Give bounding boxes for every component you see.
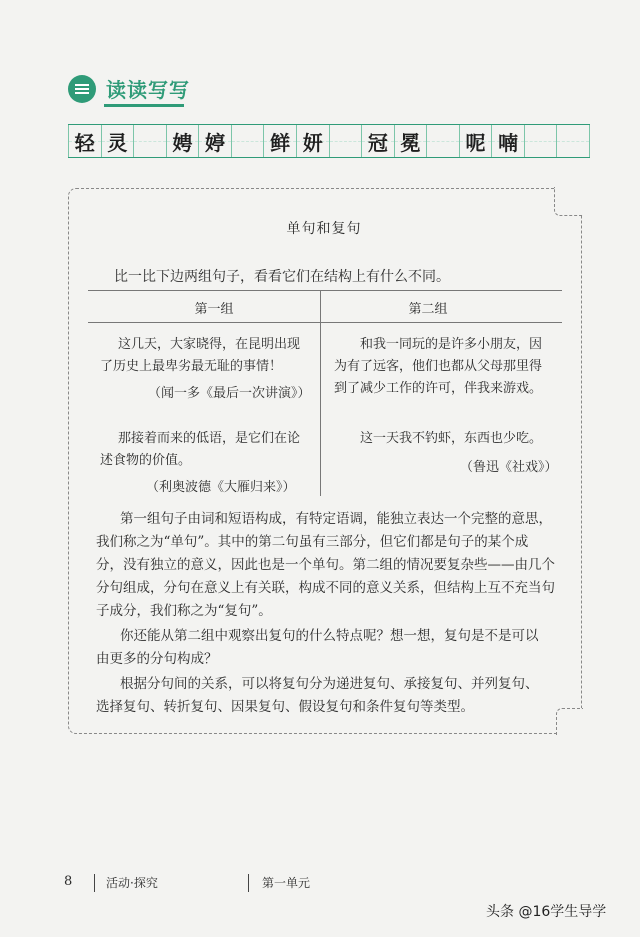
grid-cell (524, 125, 557, 157)
watermark: 头条 @16学生导学 (486, 904, 607, 920)
grid-cell: 鲜 (263, 125, 296, 157)
grid-cell: 妍 (296, 125, 329, 157)
section-number-icon (68, 75, 96, 103)
explanation-paragraph-2: 你还能从第二组中观察出复句的什么特点呢？想一想，复句是不是可以 由更多的分句构成？ (96, 628, 539, 667)
grid-cell: 冕 (394, 125, 427, 157)
section-header (68, 74, 190, 103)
grid-cell: 轻 (68, 125, 101, 157)
col1-header: 第一组 (194, 302, 234, 317)
table-top-rule (88, 290, 562, 291)
table-divider (320, 290, 321, 496)
table-head-rule (88, 322, 562, 323)
grid-cell: 冠 (361, 125, 394, 157)
footer-unit: 第一单元 (262, 876, 311, 890)
grid-cell: 灵 (101, 125, 134, 157)
footer-divider (94, 874, 95, 892)
practice-grid (68, 124, 590, 158)
grid-cell (556, 125, 590, 157)
grid-cell (231, 125, 264, 157)
group1-source1: （闻一多《最后一次讲演》） (148, 386, 311, 401)
page-footer (0, 872, 640, 902)
page-number: 8 (64, 874, 73, 889)
footer-activity: 活动·探究 (106, 876, 158, 890)
footer-divider (248, 874, 249, 892)
grid-cell: 娉 (166, 125, 199, 157)
grid-cell: 婷 (198, 125, 231, 157)
grid-cell: 呢 (459, 125, 492, 157)
box-intro: 比一比下边两组句子，看看它们在结构上有什么不同。 (114, 269, 450, 285)
grid-cell (133, 125, 166, 157)
section-title: 读读写写 (106, 78, 190, 102)
group2-example1: 和我一同玩的是许多小朋友，因 为有了远客，他们也都从父母那里得 到了减少工作的许可，伴我来游戏。 (334, 337, 543, 396)
group2-example2: 这一天我不钓虾，东西也少吃。 (360, 431, 543, 446)
folded-corner-top (554, 187, 583, 216)
grid-cell (329, 125, 362, 157)
group2-source2: （鲁迅《社戏》） (460, 460, 558, 475)
col2-header: 第二组 (408, 302, 448, 317)
box-title: 单句和复句 (286, 221, 362, 237)
grid-cell: 喃 (491, 125, 524, 157)
explanation-paragraph-3: 根据分句间的关系，可以将复句分为递进复句、承接复句、并列复句、 选择复句、转折复句、因果复句、假设复句和条件复句等类型。 (96, 676, 539, 715)
group1-example2: 那接着而来的低语，是它们在论 述食物的价值。 (100, 431, 301, 468)
section-title-underline (104, 104, 184, 107)
group1-example1: 这几天，大家晓得，在昆明出现 了历史上最卑劣最无耻的事情！ (100, 337, 301, 374)
grid-cell (426, 125, 459, 157)
explanation-paragraph-1: 第一组句子由词和短语构成，有特定语调，能独立表达一个完整的意思， 我们称之为“单句”。其中的第二句虽有三部分，但它们都是句子的某个成 分，没有独立的意义，因此也是一个单句。第二组的情况要复杂些——由几个 分句组成，分句在意义上有关联，构成不同的意义关系，但结构上互不充当句 子成分，我们称之为“复句”。 (96, 511, 555, 619)
group1-source2: （利奥波德《大雁归来》） (146, 480, 296, 495)
